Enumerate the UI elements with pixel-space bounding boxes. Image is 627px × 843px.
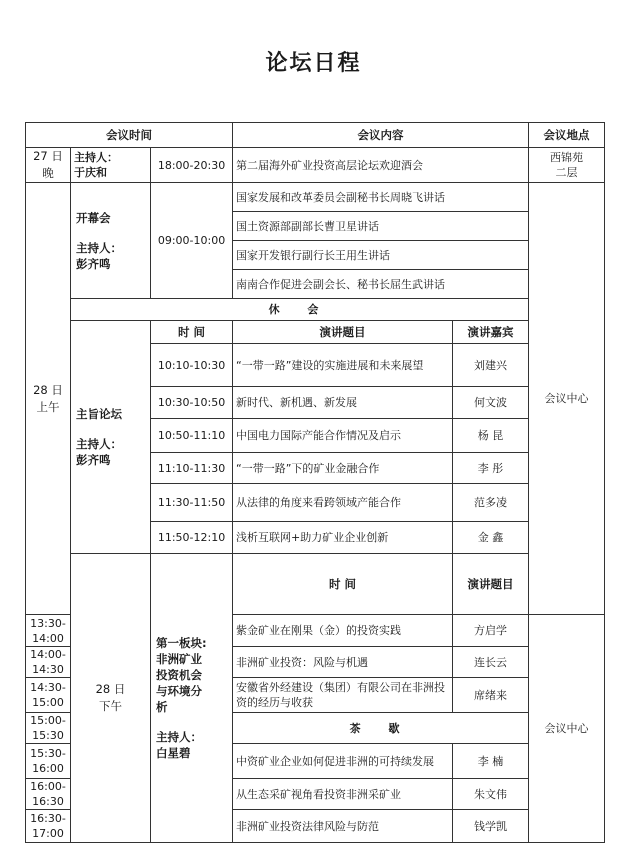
panel-col-topic: 演讲题目 [453, 554, 529, 615]
schedule-table [25, 122, 605, 843]
opening-host-block [71, 183, 151, 299]
panel-host-name: 白星碧 [156, 746, 191, 760]
keynote-col-topic: 演讲题目 [233, 321, 453, 344]
header-location: 会议地点 [529, 123, 605, 148]
panel-speaker: 方启学 [453, 615, 529, 647]
table-header-row [26, 123, 605, 148]
keynote-speaker: 范多凌 [453, 484, 529, 522]
evening-27-row [26, 148, 605, 183]
panel-time: 13:30-14:00 [26, 615, 71, 647]
day-28-afternoon-period: 下午 [99, 699, 122, 713]
panel-time: 16:30-17:00 [26, 810, 71, 843]
keynote-time: 11:30-11:50 [151, 484, 233, 522]
keynote-topic: 浅析互联网+助力矿业企业创新 [233, 522, 453, 554]
panel-topic: 安徽省外经建设（集团）有限公司在非洲投资的经历与收获 [233, 678, 453, 713]
opening-speech: 国家开发银行副行长王用生讲话 [233, 241, 529, 270]
keynote-time: 10:30-10:50 [151, 387, 233, 419]
tea-break-label: 茶 歇 [233, 713, 529, 744]
panel-topic: 非洲矿业投资法律风险与防范 [233, 810, 453, 843]
evening-host-cell [71, 148, 151, 183]
morning-break-label: 休 会 [71, 299, 529, 321]
keynote-topic: 新时代、新机遇、新发展 [233, 387, 453, 419]
panel-speaker: 钱学凯 [453, 810, 529, 843]
keynote-host-label: 主持人： [76, 437, 122, 451]
keynote-time: 11:10-11:30 [151, 453, 233, 484]
opening-speech: 国家发展和改革委员会副秘书长周晓飞讲话 [233, 183, 529, 212]
keynote-topic: “一带一路”下的矿业金融合作 [233, 453, 453, 484]
panel-section-line: 与环境分 [156, 684, 202, 698]
day-28-morning-label: 28 日 [33, 382, 63, 397]
opening-section-title: 开幕会 [76, 210, 111, 225]
tea-break-time: 15:00-15:30 [26, 713, 71, 744]
keynote-col-speaker: 演讲嘉宾 [453, 321, 529, 344]
evening-location-line1: 西锦苑 [550, 151, 584, 164]
evening-time: 18:00-20:30 [151, 148, 233, 183]
panel-section-line: 析 [156, 700, 168, 714]
day-27-cell [26, 148, 71, 183]
panel-time: 15:30-16:00 [26, 744, 71, 779]
afternoon-location: 会议中心 [529, 615, 605, 843]
panel-topic: 紫金矿业在刚果（金）的投资实践 [233, 615, 453, 647]
keynote-section-title: 主旨论坛 [76, 407, 122, 421]
evening-content: 第二届海外矿业投资高层论坛欢迎酒会 [233, 148, 529, 183]
panel-speaker: 朱文伟 [453, 779, 529, 810]
day-27-label: 27 日 [33, 149, 63, 163]
day-28-morning-cell [26, 183, 71, 615]
morning-break-row [26, 299, 605, 321]
panel-speaker: 席绪来 [453, 678, 529, 713]
morning-location: 会议中心 [529, 183, 605, 615]
opening-time: 09:00-10:00 [151, 183, 233, 299]
panel-col-time: 时 间 [233, 554, 453, 615]
keynote-topic: 中国电力国际产能合作情况及启示 [233, 419, 453, 453]
opening-row [26, 183, 605, 212]
evening-location [529, 148, 605, 183]
evening-host-label: 主持人： [74, 151, 118, 164]
panel-time: 14:00-14:30 [26, 647, 71, 678]
panel-section-line: 投资机会 [156, 668, 202, 682]
page-title: 论坛日程 [265, 51, 362, 76]
keynote-col-time: 时 间 [151, 321, 233, 344]
panel-host-block [151, 554, 233, 843]
panel-section-line: 非洲矿业 [156, 652, 202, 666]
opening-speech: 国土资源部副部长曹卫星讲话 [233, 212, 529, 241]
opening-speech: 南南合作促进会副会长、秘书长屈生武讲话 [233, 270, 529, 299]
afternoon-header-row [26, 554, 605, 615]
header-time: 会议时间 [26, 123, 233, 148]
keynote-speaker: 金 鑫 [453, 522, 529, 554]
evening-host-name: 于庆和 [74, 166, 107, 179]
panel-speaker: 李 楠 [453, 744, 529, 779]
keynote-time: 10:10-10:30 [151, 344, 233, 387]
keynote-time: 10:50-11:10 [151, 419, 233, 453]
keynote-host-name: 彭齐鸣 [76, 453, 111, 467]
day-27-period: 晚 [42, 166, 54, 180]
keynote-topic: 从法律的角度来看跨领域产能合作 [233, 484, 453, 522]
panel-time: 14:30-15:00 [26, 678, 71, 713]
keynote-speaker: 何文波 [453, 387, 529, 419]
panel-topic: 从生态采矿视角看投资非洲采矿业 [233, 779, 453, 810]
opening-host-name: 彭齐鸣 [76, 256, 111, 271]
panel-time: 16:00-16:30 [26, 779, 71, 810]
panel-topic: 中资矿业企业如何促进非洲的可持续发展 [233, 744, 453, 779]
day-28-afternoon-cell [71, 554, 151, 843]
day-28-afternoon-label: 28 日 [95, 682, 126, 696]
header-content: 会议内容 [233, 123, 529, 148]
keynote-speaker: 李 彤 [453, 453, 529, 484]
opening-host-label: 主持人： [76, 240, 122, 255]
day-28-morning-period: 上午 [36, 399, 60, 414]
panel-section-line: 第一板块: [156, 636, 207, 650]
keynote-topic: “一带一路”建设的实施进展和未来展望 [233, 344, 453, 387]
panel-speaker: 连长云 [453, 647, 529, 678]
evening-location-line2: 二层 [555, 166, 578, 179]
keynote-header-row [26, 321, 605, 344]
keynote-host-block [71, 321, 151, 554]
panel-host-label: 主持人： [156, 730, 202, 744]
panel-topic: 非洲矿业投资：风险与机遇 [233, 647, 453, 678]
keynote-speaker: 刘建兴 [453, 344, 529, 387]
keynote-time: 11:50-12:10 [151, 522, 233, 554]
keynote-speaker: 杨 昆 [453, 419, 529, 453]
